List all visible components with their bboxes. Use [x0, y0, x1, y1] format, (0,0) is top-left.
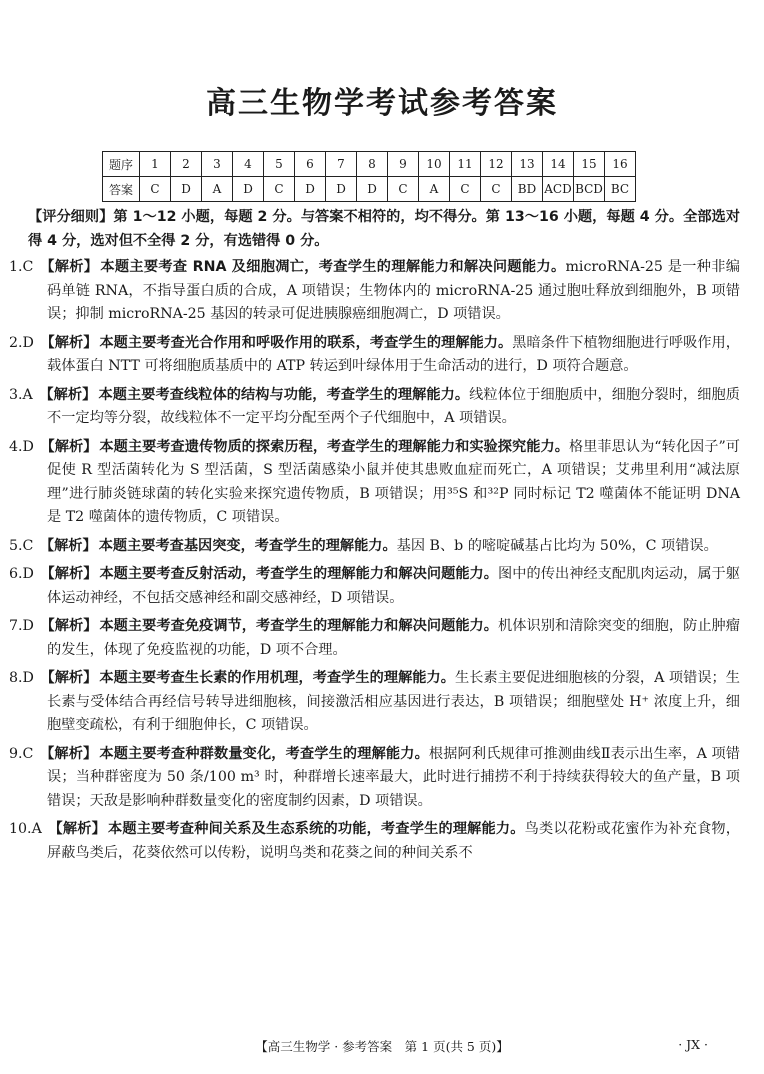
question-answer: 7.D [9, 618, 34, 634]
question-explanation [9, 615, 740, 662]
answer-row [103, 177, 636, 202]
answer-cell: BC [605, 177, 636, 202]
analysis-lead: 本题主要考查种间关系及生态系统的功能，考查学生的理解能力。 [108, 821, 525, 837]
answer-cell: D [295, 177, 326, 202]
question-number: 13 [512, 152, 543, 177]
answer-table [102, 151, 636, 202]
question-answer: 2.D [9, 334, 34, 351]
question-number: 3 [202, 152, 233, 177]
scoring-label: 【评分细则】 [28, 209, 114, 225]
analysis-lead: 本题主要考查遗传物质的探索历程，考查学生的理解能力和实验探究能力。 [99, 438, 569, 455]
row-label: 答案 [103, 177, 140, 202]
question-answer: 5.C [9, 537, 34, 554]
analysis-tag: 【解析】 [39, 386, 97, 403]
answer-cell: D [326, 177, 357, 202]
analysis-lead: 本题主要考查反射活动，考查学生的理解能力和解决问题能力。 [99, 566, 499, 582]
question-number: 14 [543, 152, 574, 177]
scoring-rules [28, 206, 740, 253]
answer-cell: C [264, 177, 295, 202]
question-number: 9 [388, 152, 419, 177]
question-number: 5 [264, 152, 295, 177]
analysis-tag: 【解析】 [48, 821, 106, 837]
question-answer: 6.D [9, 566, 34, 582]
question-explanation [9, 743, 740, 814]
analysis-tag: 【解析】 [40, 259, 99, 275]
question-answer: 4.D [9, 438, 34, 455]
question-explanation [9, 535, 740, 559]
answer-cell: BD [512, 177, 543, 202]
analysis-text: microRNA-25 是一种非编码单链 RNA，不指导蛋白质的合成，A 项错误；生物体内的 microRNA-25 通过胞吐释放到细胞外，B 项错误；抑制 microRNA-25 基因的转录可促进胰腺癌细胞凋亡，D 项错误。 [47, 259, 740, 322]
answer-cell: C [450, 177, 481, 202]
analysis-text: 格里菲思认为“转化因子”可促使 R 型活菌转化为 S 型活菌，S 型活菌感染小鼠并使其患败血症而死亡，A 项错误；艾弗里利用“减法原理”进行肺炎链球菌的转化实验来探究遗传物质，B 项错误；用³⁵S 和³²P 同时标记 T2 噬菌体不能证明 DNA 是 T2 噬菌体的遗传物质，C 项错误。 [47, 438, 740, 525]
question-number: 6 [295, 152, 326, 177]
question-number: 10 [419, 152, 450, 177]
question-number: 2 [171, 152, 202, 177]
analysis-lead: 本题主要考查 RNA 及细胞凋亡，考查学生的理解能力和解决问题能力。 [100, 259, 566, 275]
analysis-text: 基因 B、b 的嘧啶碱基占比均为 50%，C 项错误。 [396, 537, 718, 554]
answer-explanations [9, 206, 740, 870]
question-number: 11 [450, 152, 481, 177]
question-number: 7 [326, 152, 357, 177]
page-footer [0, 1037, 764, 1055]
row-label: 题序 [103, 152, 140, 177]
answer-cell: C [481, 177, 512, 202]
answer-cell: ACD [543, 177, 574, 202]
footer-page-info: 【高三生物学 · 参考答案 第 1 页(共 5 页)】 [255, 1039, 509, 1054]
answer-cell: D [171, 177, 202, 202]
question-explanation [9, 332, 740, 379]
analysis-text: 黑暗条件下植物细胞进行呼吸作用，载体蛋白 NTT 可将细胞质基质中的 ATP 转运到叶绿体用于生命活动的进行，D 项符合题意。 [47, 334, 740, 374]
analysis-lead: 本题主要考查线粒体的结构与功能，考查学生的理解能力。 [98, 386, 470, 403]
answer-cell: C [388, 177, 419, 202]
answer-cell: D [233, 177, 264, 202]
question-number: 15 [574, 152, 605, 177]
question-number: 4 [233, 152, 264, 177]
analysis-lead: 本题主要考查免疫调节，考查学生的理解能力和解决问题能力。 [99, 618, 499, 634]
analysis-text: 机体识别和清除突变的细胞，防止肿瘤的发生，体现了免疫监视的功能，D 项不合理。 [47, 618, 740, 658]
answer-cell: C [140, 177, 171, 202]
question-answer: 3.A [9, 386, 33, 403]
question-explanation [9, 436, 740, 530]
question-explanation [9, 563, 740, 610]
answer-cell: D [357, 177, 388, 202]
analysis-lead: 本题主要考查基因突变，考查学生的理解能力。 [98, 537, 397, 554]
analysis-tag: 【解析】 [40, 670, 98, 686]
analysis-tag: 【解析】 [40, 334, 98, 351]
question-number: 1 [140, 152, 171, 177]
analysis-tag: 【解析】 [40, 438, 98, 455]
question-answer: 8.D [9, 670, 34, 686]
footer-region-mark: · JX · [678, 1037, 708, 1052]
answer-cell: A [419, 177, 450, 202]
analysis-lead: 本题主要考查生长素的作用机理，考查学生的理解能力。 [99, 670, 455, 686]
analysis-text: 生长素主要促进细胞核的分裂，A 项错误；生长素与受体结合再经信号转导进细胞核，间接激活相应基因进行表达，B 项错误；细胞壁处 H⁺ 浓度上升，细胞壁变疏松，有利于细胞伸长，C 项错误。 [47, 670, 740, 733]
analysis-text: 线粒体位于细胞质中，细胞分裂时，细胞质不一定均等分裂，故线粒体不一定平均分配至两个子代细胞中，A 项错误。 [47, 386, 740, 426]
analysis-lead: 本题主要考查种群数量变化，考查学生的理解能力。 [99, 745, 429, 762]
question-explanation [9, 256, 740, 327]
answer-cell: A [202, 177, 233, 202]
question-number-row [103, 152, 636, 177]
analysis-tag: 【解析】 [40, 566, 98, 582]
analysis-lead: 本题主要考查光合作用和呼吸作用的联系，考查学生的理解能力。 [99, 334, 513, 351]
question-number: 8 [357, 152, 388, 177]
question-answer: 10.A [9, 821, 42, 837]
analysis-text: 根据阿利氏规律可推测曲线Ⅱ表示出生率，A 项错误；当种群密度为 50 条/100 m³ 时，种群增长速率最大，此时进行捕捞不利于持续获得较大的鱼产量，B 项错误；天敌是影响种群数量变化的密度制约因素，D 项错误。 [47, 745, 740, 809]
scoring-text: 第 1～12 小题，每题 2 分。与答案不相符的，均不得分。第 13～16 小题，每题 4 分。全部选对得 4 分，选对但不全得 2 分，有选错得 0 分。 [28, 209, 740, 249]
analysis-text: 鸟类以花粉或花蜜作为补充食物，屏蔽鸟类后，花葵依然可以传粉，说明鸟类和花葵之间的种间关系不 [47, 821, 740, 861]
analysis-tag: 【解析】 [40, 745, 98, 762]
question-number: 16 [605, 152, 636, 177]
question-number: 12 [481, 152, 512, 177]
question-explanation [9, 667, 740, 738]
analysis-text: 图中的传出神经支配肌肉运动，属于躯体运动神经，不包括交感神经和副交感神经，D 项错误。 [47, 566, 740, 606]
question-answer: 9.C [9, 745, 34, 762]
analysis-tag: 【解析】 [40, 618, 98, 634]
question-explanation [9, 384, 740, 431]
analysis-tag: 【解析】 [39, 537, 97, 554]
question-answer: 1.C [9, 259, 34, 275]
question-explanation [9, 818, 740, 865]
answer-cell: BCD [574, 177, 605, 202]
page-title: 高三生物学考试参考答案 [206, 86, 558, 121]
